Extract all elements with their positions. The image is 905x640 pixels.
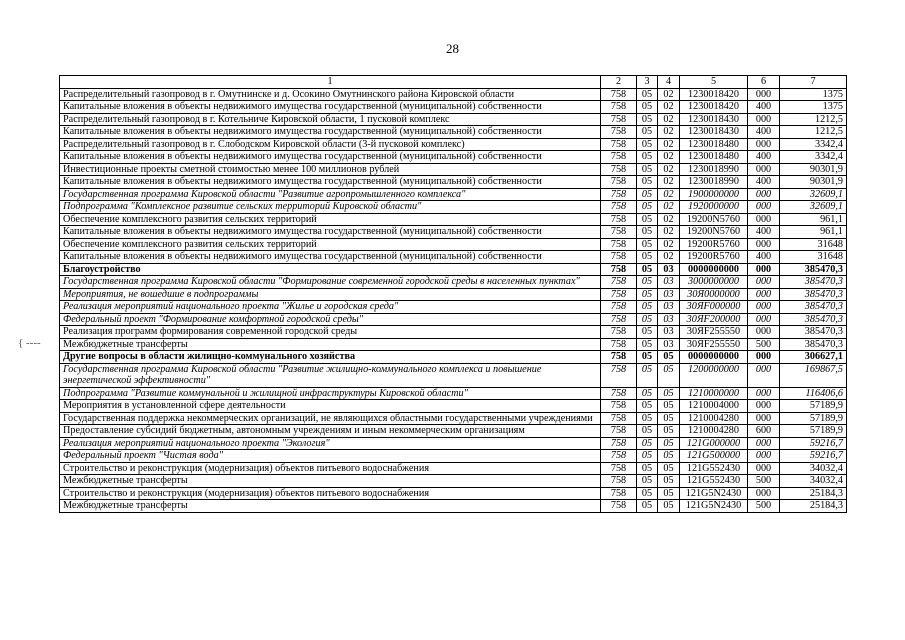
row-admin-code: 758	[601, 188, 637, 201]
row-expense-type: 500	[748, 338, 780, 351]
table-row	[60, 188, 847, 201]
row-name: Подпрограмма "Комплексное развитие сельских территорий Кировской области"	[60, 201, 601, 214]
row-expense-type: 600	[748, 425, 780, 438]
row-subsection: 03	[658, 326, 680, 339]
row-subsection: 05	[658, 450, 680, 463]
table-row	[60, 326, 847, 339]
row-admin-code: 758	[601, 338, 637, 351]
header-cell: 4	[658, 76, 680, 89]
row-section: 05	[637, 475, 658, 488]
row-section: 05	[637, 201, 658, 214]
row-expense-type: 400	[748, 176, 780, 189]
row-name: Инвестиционные проекты сметной стоимостью менее 100 миллионов рублей	[60, 163, 601, 176]
row-amount: 385470,3	[780, 276, 847, 289]
row-admin-code: 758	[601, 238, 637, 251]
row-target-item: 121G5N2430	[680, 487, 748, 500]
row-expense-type: 000	[748, 213, 780, 226]
margin-mark: { ----	[18, 337, 41, 349]
row-section: 05	[637, 213, 658, 226]
row-admin-code: 758	[601, 412, 637, 425]
row-admin-code: 758	[601, 437, 637, 450]
row-amount: 1212,5	[780, 113, 847, 126]
table-row	[60, 201, 847, 214]
row-expense-type: 400	[748, 251, 780, 264]
row-amount: 57189,9	[780, 412, 847, 425]
row-subsection: 02	[658, 88, 680, 101]
header-cell: 1	[60, 76, 601, 89]
table-row	[60, 338, 847, 351]
row-target-item: 121G500000	[680, 450, 748, 463]
row-subsection: 05	[658, 351, 680, 364]
row-expense-type: 000	[748, 450, 780, 463]
table-row	[60, 301, 847, 314]
row-section: 05	[637, 113, 658, 126]
row-amount: 961,1	[780, 226, 847, 239]
row-name: Распределительный газопровод в г. Омутнинске и д. Осокино Омутнинского района Кировской области	[60, 88, 601, 101]
row-target-item: 1210000000	[680, 387, 748, 400]
row-expense-type: 400	[748, 151, 780, 164]
row-section: 05	[637, 126, 658, 139]
row-admin-code: 758	[601, 263, 637, 276]
budget-table	[59, 75, 847, 513]
row-expense-type: 000	[748, 400, 780, 413]
row-target-item: 1920000000	[680, 201, 748, 214]
row-name: Благоустройство	[60, 263, 601, 276]
row-amount: 1375	[780, 101, 847, 114]
row-name: Межбюджетные трансферты	[60, 500, 601, 513]
row-expense-type: 000	[748, 412, 780, 425]
row-subsection: 02	[658, 138, 680, 151]
row-amount: 3342,4	[780, 138, 847, 151]
row-subsection: 05	[658, 437, 680, 450]
row-amount: 385470,3	[780, 313, 847, 326]
row-name: Распределительный газопровод в г. Котельниче Кировской области, 1 пусковой комплекс	[60, 113, 601, 126]
row-amount: 169867,5	[780, 363, 847, 387]
table-row	[60, 251, 847, 264]
table-row	[60, 400, 847, 413]
row-expense-type: 000	[748, 437, 780, 450]
row-subsection: 03	[658, 338, 680, 351]
row-section: 05	[637, 351, 658, 364]
row-target-item: 1230018420	[680, 88, 748, 101]
header-cell: 2	[601, 76, 637, 89]
row-admin-code: 758	[601, 425, 637, 438]
row-subsection: 05	[658, 487, 680, 500]
row-section: 05	[637, 387, 658, 400]
row-expense-type: 000	[748, 238, 780, 251]
row-expense-type: 400	[748, 101, 780, 114]
row-amount: 31648	[780, 251, 847, 264]
table-row	[60, 363, 847, 387]
row-name: Межбюджетные трансферты	[60, 338, 601, 351]
row-name: Межбюджетные трансферты	[60, 475, 601, 488]
row-expense-type: 500	[748, 500, 780, 513]
row-expense-type: 400	[748, 226, 780, 239]
row-section: 05	[637, 188, 658, 201]
row-expense-type: 000	[748, 462, 780, 475]
row-expense-type: 000	[748, 263, 780, 276]
row-subsection: 05	[658, 425, 680, 438]
row-subsection: 03	[658, 276, 680, 289]
row-target-item: 1230018420	[680, 101, 748, 114]
row-amount: 57189,9	[780, 425, 847, 438]
row-section: 05	[637, 276, 658, 289]
row-admin-code: 758	[601, 101, 637, 114]
row-admin-code: 758	[601, 326, 637, 339]
row-target-item: 30ЯF000000	[680, 301, 748, 314]
row-section: 05	[637, 301, 658, 314]
row-amount: 1212,5	[780, 126, 847, 139]
row-section: 05	[637, 288, 658, 301]
row-expense-type: 500	[748, 475, 780, 488]
row-name: Строительство и реконструкция (модернизация) объектов питьевого водоснабжения	[60, 487, 601, 500]
row-subsection: 05	[658, 500, 680, 513]
row-admin-code: 758	[601, 301, 637, 314]
table-row	[60, 238, 847, 251]
header-cell: 3	[637, 76, 658, 89]
table-body	[60, 88, 847, 512]
row-admin-code: 758	[601, 313, 637, 326]
row-name: Капитальные вложения в объекты недвижимого имущества государственной (муниципальной) собственности	[60, 226, 601, 239]
row-admin-code: 758	[601, 226, 637, 239]
row-target-item: 1230018430	[680, 126, 748, 139]
row-admin-code: 758	[601, 88, 637, 101]
row-admin-code: 758	[601, 201, 637, 214]
row-name: Государственная программа Кировской области "Формирование современной городской среды в населенных пунктах"	[60, 276, 601, 289]
row-subsection: 02	[658, 238, 680, 251]
row-name: Государственная поддержка некоммерческих организаций, не являющихся областными государственными учреждениями	[60, 412, 601, 425]
table-row	[60, 176, 847, 189]
table-row	[60, 276, 847, 289]
row-subsection: 02	[658, 201, 680, 214]
row-amount: 306627,1	[780, 351, 847, 364]
row-amount: 385470,3	[780, 288, 847, 301]
row-amount: 385470,3	[780, 301, 847, 314]
row-name: Реализация программ формирования современной городской среды	[60, 326, 601, 339]
table-row	[60, 226, 847, 239]
table-row	[60, 213, 847, 226]
row-subsection: 02	[658, 176, 680, 189]
row-section: 05	[637, 450, 658, 463]
row-admin-code: 758	[601, 462, 637, 475]
row-section: 05	[637, 462, 658, 475]
row-amount: 385470,3	[780, 263, 847, 276]
row-target-item: 19200N5760	[680, 213, 748, 226]
row-subsection: 03	[658, 301, 680, 314]
row-name: Обеспечение комплексного развития сельских территорий	[60, 213, 601, 226]
row-section: 05	[637, 326, 658, 339]
row-name: Федеральный проект "Чистая вода"	[60, 450, 601, 463]
row-section: 05	[637, 163, 658, 176]
row-expense-type: 000	[748, 201, 780, 214]
table-row	[60, 138, 847, 151]
row-admin-code: 758	[601, 138, 637, 151]
row-target-item: 121G552430	[680, 462, 748, 475]
row-target-item: 30ЯF255550	[680, 326, 748, 339]
row-subsection: 02	[658, 226, 680, 239]
row-expense-type: 000	[748, 313, 780, 326]
row-subsection: 05	[658, 412, 680, 425]
header-cell: 6	[748, 76, 780, 89]
row-section: 05	[637, 238, 658, 251]
row-subsection: 03	[658, 288, 680, 301]
table-row	[60, 163, 847, 176]
row-target-item: 19200R5760	[680, 251, 748, 264]
table-row	[60, 113, 847, 126]
row-amount: 385470,3	[780, 338, 847, 351]
row-name: Реализация мероприятий национального проекта "Жилье и городская среда"	[60, 301, 601, 314]
row-target-item: 30Я0000000	[680, 288, 748, 301]
row-section: 05	[637, 313, 658, 326]
row-target-item: 1210004280	[680, 412, 748, 425]
row-expense-type: 000	[748, 276, 780, 289]
row-admin-code: 758	[601, 176, 637, 189]
row-subsection: 05	[658, 400, 680, 413]
row-section: 05	[637, 176, 658, 189]
row-subsection: 02	[658, 151, 680, 164]
row-subsection: 02	[658, 101, 680, 114]
row-target-item: 3000000000	[680, 276, 748, 289]
table-row	[60, 126, 847, 139]
row-name: Капитальные вложения в объекты недвижимого имущества государственной (муниципальной) собственности	[60, 251, 601, 264]
row-amount: 3342,4	[780, 151, 847, 164]
row-subsection: 02	[658, 251, 680, 264]
row-subsection: 02	[658, 213, 680, 226]
row-expense-type: 000	[748, 387, 780, 400]
table-row	[60, 313, 847, 326]
row-admin-code: 758	[601, 126, 637, 139]
row-amount: 57189,9	[780, 400, 847, 413]
row-admin-code: 758	[601, 500, 637, 513]
row-target-item: 121G000000	[680, 437, 748, 450]
row-target-item: 30ЯF255550	[680, 338, 748, 351]
row-name: Предоставление субсидий бюджетным, автономным учреждениям и иным некоммерческим организациям	[60, 425, 601, 438]
row-subsection: 05	[658, 387, 680, 400]
row-name: Мероприятия, не вошедшие в подпрограммы	[60, 288, 601, 301]
row-section: 05	[637, 263, 658, 276]
row-subsection: 05	[658, 475, 680, 488]
row-amount: 1375	[780, 88, 847, 101]
row-expense-type: 000	[748, 88, 780, 101]
row-name: Федеральный проект "Формирование комфортной городской среды"	[60, 313, 601, 326]
row-section: 05	[637, 88, 658, 101]
row-amount: 59216,7	[780, 450, 847, 463]
row-section: 05	[637, 400, 658, 413]
table-header-row	[60, 76, 847, 89]
row-expense-type: 000	[748, 487, 780, 500]
row-target-item: 0000000000	[680, 351, 748, 364]
row-amount: 59216,7	[780, 437, 847, 450]
table-row	[60, 437, 847, 450]
table-row	[60, 351, 847, 364]
row-subsection: 05	[658, 363, 680, 387]
row-target-item: 1230018480	[680, 151, 748, 164]
row-admin-code: 758	[601, 351, 637, 364]
row-amount: 385470,3	[780, 326, 847, 339]
row-subsection: 02	[658, 113, 680, 126]
page-number: 28	[446, 41, 459, 56]
row-target-item: 19200R5760	[680, 238, 748, 251]
row-section: 05	[637, 251, 658, 264]
row-amount: 90301,9	[780, 176, 847, 189]
row-section: 05	[637, 425, 658, 438]
table-row	[60, 151, 847, 164]
row-section: 05	[637, 226, 658, 239]
row-expense-type: 000	[748, 163, 780, 176]
table-row	[60, 288, 847, 301]
row-admin-code: 758	[601, 251, 637, 264]
row-admin-code: 758	[601, 400, 637, 413]
row-amount: 25184,3	[780, 500, 847, 513]
row-name: Капитальные вложения в объекты недвижимого имущества государственной (муниципальной) собственности	[60, 176, 601, 189]
row-target-item: 1210004280	[680, 425, 748, 438]
row-expense-type: 000	[748, 288, 780, 301]
row-target-item: 121G5N2430	[680, 500, 748, 513]
row-admin-code: 758	[601, 213, 637, 226]
row-admin-code: 758	[601, 113, 637, 126]
table-row	[60, 450, 847, 463]
row-name: Обеспечение комплексного развития сельских территорий	[60, 238, 601, 251]
row-admin-code: 758	[601, 288, 637, 301]
row-target-item: 121G552430	[680, 475, 748, 488]
table-row	[60, 101, 847, 114]
table-row	[60, 263, 847, 276]
row-amount: 25184,3	[780, 487, 847, 500]
row-admin-code: 758	[601, 363, 637, 387]
row-name: Капитальные вложения в объекты недвижимого имущества государственной (муниципальной) собственности	[60, 101, 601, 114]
row-target-item: 1230018430	[680, 113, 748, 126]
row-section: 05	[637, 487, 658, 500]
row-target-item: 0000000000	[680, 263, 748, 276]
row-name: Другие вопросы в области жилищно-коммунального хозяйства	[60, 351, 601, 364]
row-expense-type: 000	[748, 326, 780, 339]
row-section: 05	[637, 151, 658, 164]
table-row	[60, 88, 847, 101]
table-row	[60, 462, 847, 475]
row-target-item: 30ЯF200000	[680, 313, 748, 326]
row-name: Государственная программа Кировской области "Развитие агропромышленного комплекса"	[60, 188, 601, 201]
row-amount: 90301,9	[780, 163, 847, 176]
row-name: Капитальные вложения в объекты недвижимого имущества государственной (муниципальной) собственности	[60, 126, 601, 139]
row-section: 05	[637, 363, 658, 387]
row-name: Государственная программа Кировской области "Развитие жилищно-коммунального комплекса и повышение энергетической эффективности"	[60, 363, 601, 387]
table-row	[60, 475, 847, 488]
row-admin-code: 758	[601, 276, 637, 289]
row-subsection: 05	[658, 462, 680, 475]
row-expense-type: 000	[748, 301, 780, 314]
row-section: 05	[637, 437, 658, 450]
row-target-item: 1230018990	[680, 176, 748, 189]
row-name: Капитальные вложения в объекты недвижимого имущества государственной (муниципальной) собственности	[60, 151, 601, 164]
row-subsection: 03	[658, 263, 680, 276]
row-amount: 31648	[780, 238, 847, 251]
table-row	[60, 487, 847, 500]
row-subsection: 02	[658, 188, 680, 201]
row-admin-code: 758	[601, 163, 637, 176]
row-amount: 961,1	[780, 213, 847, 226]
row-expense-type: 000	[748, 363, 780, 387]
header-cell: 5	[680, 76, 748, 89]
row-expense-type: 000	[748, 138, 780, 151]
row-amount: 34032,4	[780, 462, 847, 475]
row-amount: 34032,4	[780, 475, 847, 488]
row-section: 05	[637, 101, 658, 114]
row-admin-code: 758	[601, 450, 637, 463]
row-name: Реализация мероприятий национального проекта "Экология"	[60, 437, 601, 450]
row-name: Мероприятия в установленной сфере деятельности	[60, 400, 601, 413]
row-subsection: 02	[658, 126, 680, 139]
row-name: Строительство и реконструкция (модернизация) объектов питьевого водоснабжения	[60, 462, 601, 475]
row-section: 05	[637, 412, 658, 425]
row-target-item: 1210004000	[680, 400, 748, 413]
row-target-item: 1230018480	[680, 138, 748, 151]
row-section: 05	[637, 138, 658, 151]
row-target-item: 19200N5760	[680, 226, 748, 239]
row-name: Распределительный газопровод в г. Слободском Кировской области (3-й пусковой комплекс)	[60, 138, 601, 151]
row-amount: 32609,1	[780, 201, 847, 214]
row-expense-type: 400	[748, 126, 780, 139]
header-cell: 7	[780, 76, 847, 89]
row-amount: 32609,1	[780, 188, 847, 201]
row-amount: 116406,6	[780, 387, 847, 400]
row-expense-type: 000	[748, 351, 780, 364]
table-row	[60, 412, 847, 425]
row-section: 05	[637, 500, 658, 513]
row-subsection: 03	[658, 313, 680, 326]
row-admin-code: 758	[601, 151, 637, 164]
row-target-item: 1900000000	[680, 188, 748, 201]
row-admin-code: 758	[601, 387, 637, 400]
row-section: 05	[637, 338, 658, 351]
row-target-item: 1200000000	[680, 363, 748, 387]
row-name: Подпрограмма "Развитие коммунальной и жилищной инфраструктуры Кировской области"	[60, 387, 601, 400]
row-admin-code: 758	[601, 475, 637, 488]
table-row	[60, 425, 847, 438]
row-subsection: 02	[658, 163, 680, 176]
row-expense-type: 000	[748, 113, 780, 126]
row-expense-type: 000	[748, 188, 780, 201]
row-target-item: 1230018990	[680, 163, 748, 176]
table-row	[60, 387, 847, 400]
table-row	[60, 500, 847, 513]
row-admin-code: 758	[601, 487, 637, 500]
